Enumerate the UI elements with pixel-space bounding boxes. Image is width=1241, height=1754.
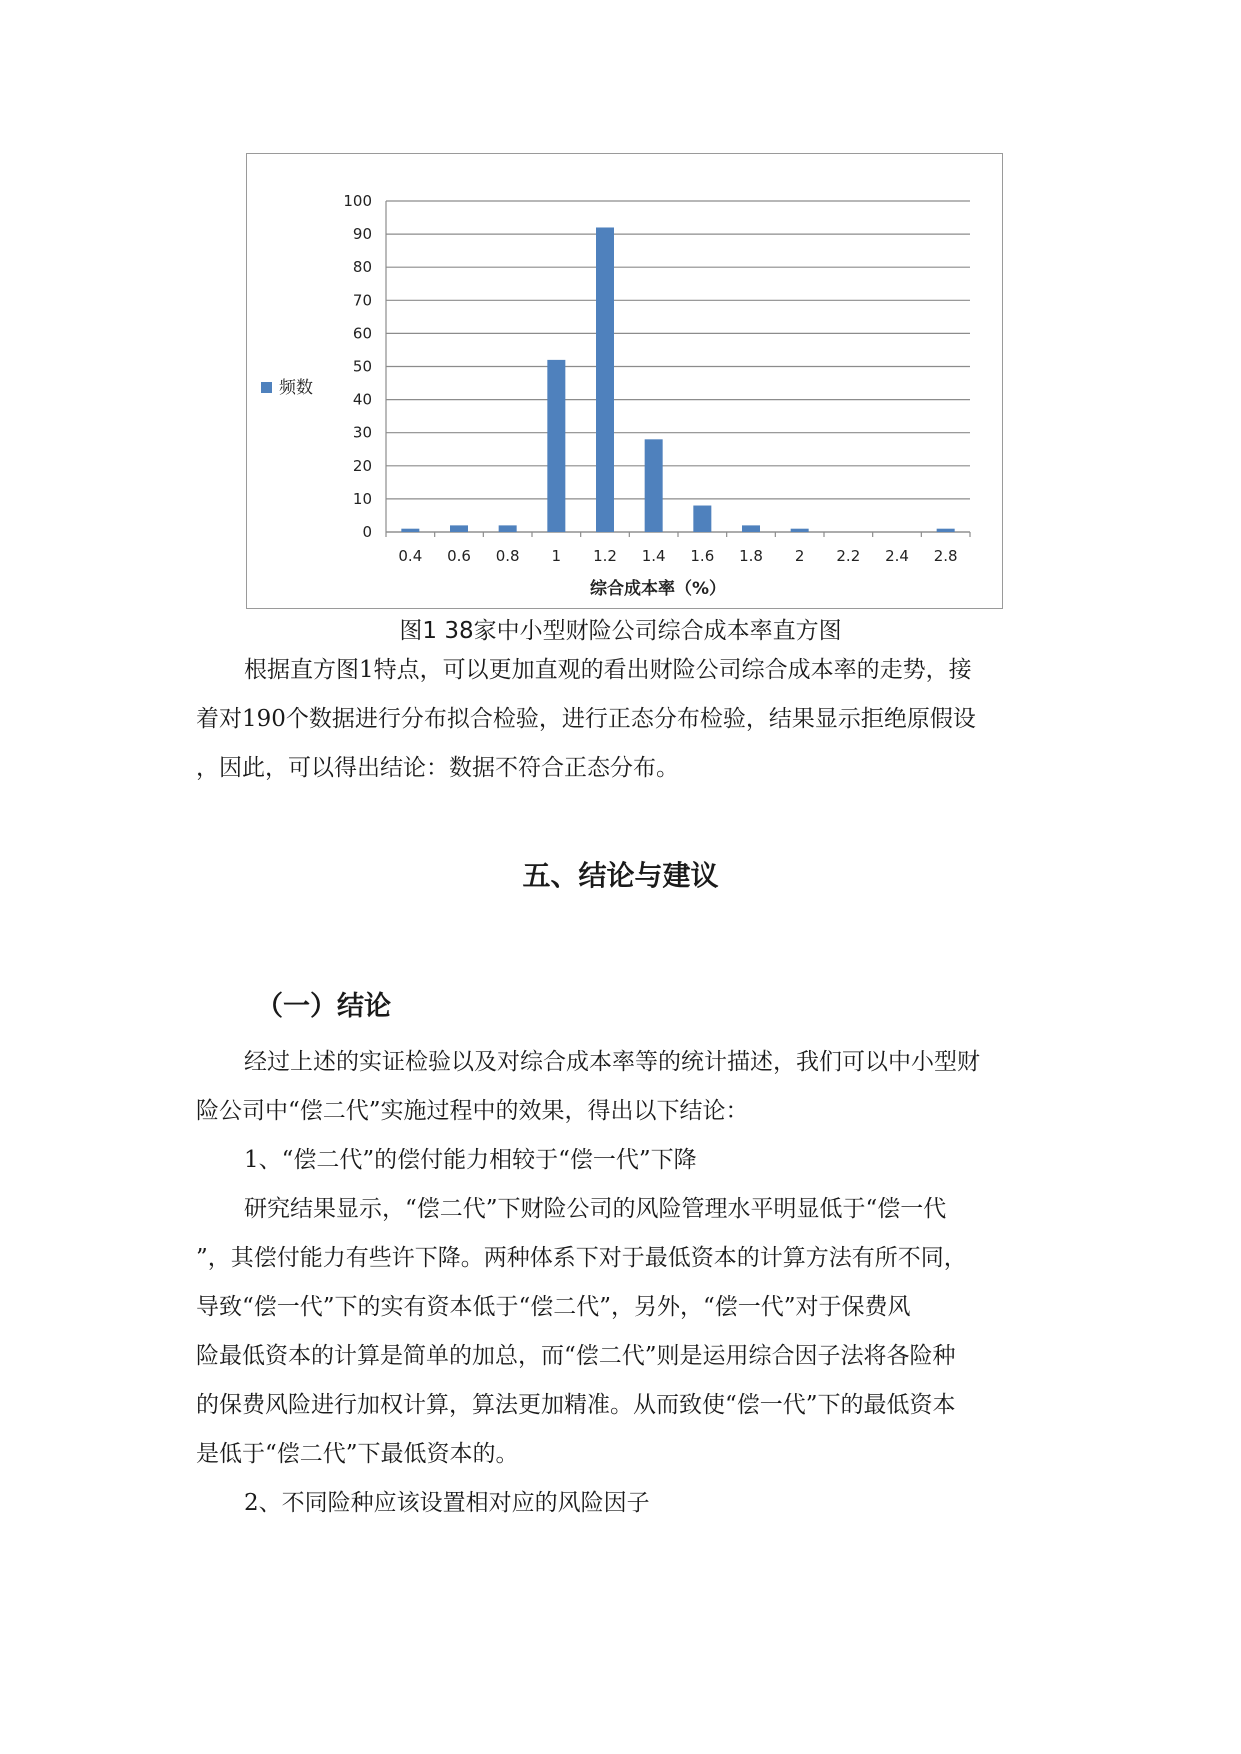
x-tick-label: 1.6: [690, 547, 715, 565]
bar: [499, 525, 517, 532]
text-line: ，因此，可以得出结论：数据不符合正态分布。: [196, 755, 679, 781]
y-tick-label: 40: [352, 390, 372, 409]
bar: [401, 529, 419, 532]
y-tick-label: 100: [343, 192, 372, 210]
text-line: 研究结果显示，“偿二代”下财险公司的风险管理水平明显低于“偿一代: [244, 1196, 947, 1222]
text-line: ”，其偿付能力有些许下降。两种体系下对于最低资本的计算方法有所不同，: [196, 1245, 967, 1271]
x-tick-label: 2.4: [885, 547, 909, 565]
text-line: 导致“偿一代”下的实有资本低于“偿二代”，另外，“偿一代”对于保费风: [196, 1294, 911, 1320]
y-tick-label: 80: [352, 258, 372, 277]
y-tick-label: 50: [352, 357, 372, 376]
x-tick-label: 1.8: [739, 547, 763, 565]
y-tick-label: 10: [352, 489, 372, 508]
x-tick-label: 2.8: [933, 547, 958, 565]
figure-caption: 图1 38家中小型财险公司综合成本率直方图: [399, 618, 842, 644]
y-tick-label: 70: [352, 291, 372, 310]
bar: [450, 525, 468, 532]
text-line: 的保费风险进行加权计算，算法更加精准。从而致使“偿一代”下的最低资本: [196, 1392, 956, 1418]
histogram-svg: [247, 154, 1004, 610]
x-tick-label: 2.2: [836, 547, 861, 565]
section-title: 五、结论与建议: [522, 859, 719, 892]
bar: [547, 360, 565, 532]
text-line: 着对190个数据进行分布拟合检验，进行正态分布检验，结果显示拒绝原假设: [196, 706, 976, 732]
legend-swatch: [261, 382, 272, 393]
bar: [596, 227, 614, 532]
y-tick-label: 90: [352, 225, 372, 244]
text-line: 根据直方图1特点，可以更加直观的看出财险公司综合成本率的走势，接: [244, 657, 972, 683]
x-axis-label: 综合成本率（%）: [589, 579, 727, 599]
bar: [937, 529, 955, 532]
x-tick-label: 1.2: [593, 547, 617, 565]
y-tick-label: 30: [352, 423, 372, 442]
y-tick-label: 20: [352, 456, 372, 475]
x-tick-label: 0.8: [495, 547, 520, 565]
conclusion-point-2: 2、不同险种应该设置相对应的风险因子: [244, 1490, 650, 1516]
text-line: 险最低资本的计算是简单的加总，而“偿二代”则是运用综合因子法将各险种: [196, 1343, 956, 1369]
x-tick-label: 0.6: [447, 547, 471, 565]
y-tick-label: 60: [352, 324, 372, 343]
x-tick-label: 2: [794, 547, 805, 565]
text-line: 是低于“偿二代”下最低资本的。: [196, 1441, 519, 1467]
conclusion-point-1: 1、“偿二代”的偿付能力相较于“偿一代”下降: [244, 1147, 697, 1173]
x-tick-label: 1: [551, 547, 562, 565]
x-tick-label: 0.4: [398, 547, 423, 565]
histogram-chart: [246, 153, 1003, 609]
bar: [742, 525, 760, 532]
legend-label: 频数: [279, 378, 313, 398]
y-tick-label: 0: [362, 523, 372, 541]
bar: [791, 529, 809, 532]
bar: [693, 506, 711, 532]
text-line: 险公司中“偿二代”实施过程中的效果，得出以下结论：: [196, 1098, 749, 1124]
paragraph-conclusion-intro: [196, 1038, 1056, 1528]
paragraph-histogram-summary: [196, 646, 1056, 793]
bar: [645, 439, 663, 532]
text-line: 经过上述的实证检验以及对综合成本率等的统计描述，我们可以中小型财: [244, 1049, 980, 1075]
subsection-title: （一）结论: [256, 991, 391, 1022]
x-tick-label: 1.4: [641, 547, 666, 565]
